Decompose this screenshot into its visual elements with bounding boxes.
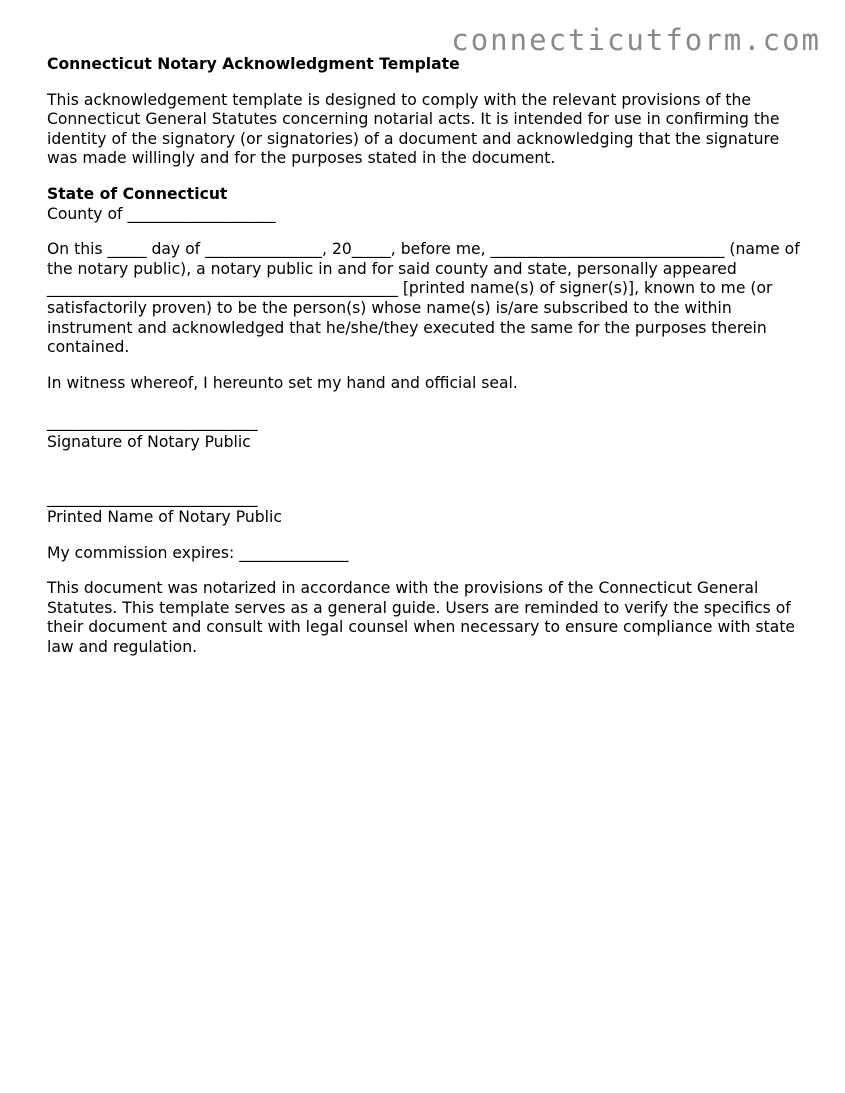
signature-label: Signature of Notary Public — [47, 432, 251, 451]
printed-name-block — [47, 489, 807, 528]
intro-paragraph: This acknowledgement template is designed to comply with the relevant provisions of the Connecticut General Statutes concerning notarial acts. It is intended for use in confirming the identity of the signatory (or signatories) of a document and acknowledging that the signature was made willingly and for the purposes stated in the document. — [47, 90, 780, 168]
county-line: County of ___________________ — [47, 204, 276, 223]
printed-name-blank-line: ___________________________ — [47, 488, 258, 507]
state-heading: State of Connecticut — [47, 184, 228, 203]
acknowledgment-paragraph: On this _____ day of _______________, 20_____, before me, ______________________________ (name of the notary public), a notary public in and for said county and state, personally appeared _____________________________________________ [printed name(s) of signer(s)], known to me (or satisfactorily proven) to be the person(s) whose name(s) is/are subscribed to the within instrument and acknowledged that he/she/they executed the same for the purposes therein contained. — [47, 240, 800, 357]
document-title: Connecticut Notary Acknowledgment Template — [47, 55, 460, 73]
document-page — [47, 55, 807, 674]
watermark-text: connecticutform.com — [451, 23, 821, 57]
witness-statement: In witness whereof, I hereunto set my hand and official seal. — [47, 373, 518, 392]
signature-blank-line: ___________________________ — [47, 413, 258, 432]
printed-name-label: Printed Name of Notary Public — [47, 508, 282, 527]
closing-paragraph: This document was notarized in accordance with the provisions of the Connecticut General Statutes. This template serves as a general guide. Users are reminded to verify the specifics of their document and consult with legal counsel when necessary to ensure compliance with state law and regulation. — [47, 579, 796, 657]
notary-signature-block — [47, 413, 807, 452]
venue-block — [47, 185, 807, 224]
commission-expiry-line: My commission expires: ______________ — [47, 543, 349, 562]
